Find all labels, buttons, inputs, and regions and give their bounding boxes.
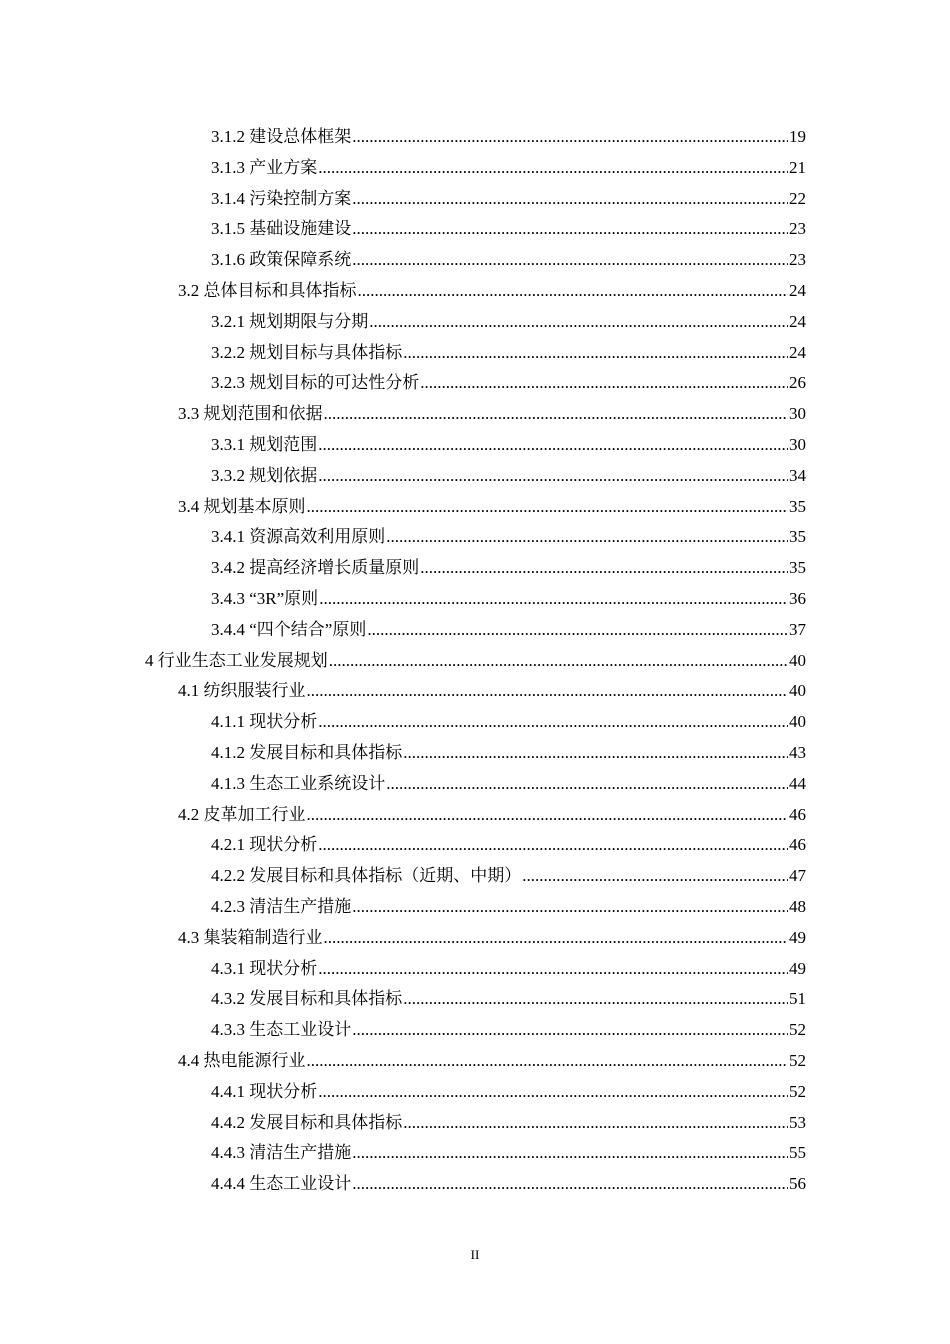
toc-entry[interactable] — [0, 430, 950, 461]
toc-entry-page: 26 — [789, 373, 806, 393]
toc-dot-leader — [318, 461, 788, 492]
toc-entry-page: 24 — [789, 342, 806, 362]
toc-entry-title: 3.4.4 “四个结合”原则 — [211, 619, 367, 639]
toc-entry-title: 4.3.2 发展目标和具体指标 — [211, 989, 403, 1009]
toc-dot-leader — [403, 1108, 788, 1139]
toc-entry-page: 37 — [789, 619, 806, 639]
toc-entry-title: 3.1.6 政策保障系统 — [211, 250, 352, 270]
toc-entry[interactable] — [0, 738, 950, 769]
toc-entry-page: 52 — [789, 1050, 806, 1070]
toc-entry-title: 3.2.2 规划目标与具体指标 — [211, 342, 403, 362]
toc-entry-page: 19 — [789, 127, 806, 146]
toc-dot-leader — [403, 984, 788, 1015]
toc-entry-title: 3.1.5 基础设施建设 — [211, 219, 352, 239]
toc-entry-page: 49 — [789, 958, 806, 978]
toc-entry[interactable] — [0, 800, 950, 831]
toc-entry-page: 40 — [789, 650, 806, 670]
toc-entry-page: 35 — [789, 527, 806, 547]
toc-dot-leader — [307, 1046, 789, 1077]
toc-dot-leader — [329, 646, 788, 677]
toc-entry-page: 53 — [789, 1112, 806, 1132]
toc-entry-page: 23 — [789, 250, 806, 270]
toc-entry[interactable] — [0, 368, 950, 399]
toc-entry-title: 3.1.4 污染控制方案 — [211, 188, 352, 208]
toc-entry[interactable] — [0, 307, 950, 338]
toc-entry[interactable] — [0, 954, 950, 985]
toc-entry-title: 4.2 皮革加工行业 — [178, 804, 306, 824]
toc-entry-title: 4.4.2 发展目标和具体指标 — [211, 1112, 403, 1132]
toc-dot-leader — [324, 399, 789, 430]
table-of-contents — [0, 122, 950, 1200]
toc-entry-title: 3.2.1 规划期限与分期 — [211, 311, 369, 331]
toc-dot-leader — [522, 861, 788, 892]
toc-entry[interactable] — [0, 923, 950, 954]
toc-entry-title: 3.1.2 建设总体框架 — [211, 127, 352, 146]
toc-entry-title: 3.4.2 提高经济增长质量原则 — [211, 558, 420, 578]
toc-entry-page: 36 — [789, 588, 806, 608]
toc-dot-leader — [369, 307, 788, 338]
toc-dot-leader — [352, 1015, 788, 1046]
toc-entry-page: 30 — [789, 404, 806, 424]
toc-entry-title: 4.2.3 清洁生产措施 — [211, 896, 352, 916]
toc-entry[interactable] — [0, 214, 950, 245]
toc-dot-leader — [352, 245, 788, 276]
toc-dot-leader — [318, 153, 788, 184]
toc-entry-page: 46 — [789, 804, 806, 824]
toc-entry-title: 4.3.3 生态工业设计 — [211, 1020, 352, 1040]
toc-entry[interactable] — [0, 646, 950, 677]
toc-entry-page: 24 — [789, 280, 806, 300]
toc-entry[interactable] — [0, 707, 950, 738]
toc-dot-leader — [352, 214, 788, 245]
toc-dot-leader — [420, 553, 788, 584]
toc-entry[interactable] — [0, 1046, 950, 1077]
toc-entry-title: 4.2.2 发展目标和具体指标（近期、中期） — [211, 866, 522, 886]
toc-entry[interactable] — [0, 399, 950, 430]
toc-dot-leader — [352, 184, 788, 215]
toc-entry-title: 3.4.3 “3R”原则 — [211, 588, 319, 608]
toc-entry[interactable] — [0, 615, 950, 646]
toc-entry-page: 23 — [789, 219, 806, 239]
toc-entry[interactable] — [0, 276, 950, 307]
toc-dot-leader — [352, 122, 788, 153]
toc-entry[interactable] — [0, 245, 950, 276]
toc-entry[interactable] — [0, 553, 950, 584]
toc-entry[interactable] — [0, 830, 950, 861]
toc-entry[interactable] — [0, 522, 950, 553]
toc-entry-page: 55 — [789, 1143, 806, 1163]
toc-entry-title: 3.4 规划基本原则 — [178, 496, 306, 516]
toc-entry-page: 22 — [789, 188, 806, 208]
toc-dot-leader — [403, 738, 788, 769]
toc-entry-title: 3.1.3 产业方案 — [211, 157, 318, 177]
toc-entry-title: 3.3.2 规划依据 — [211, 465, 318, 485]
toc-entry[interactable] — [0, 861, 950, 892]
toc-entry-page: 48 — [789, 896, 806, 916]
page-number: II — [470, 1247, 480, 1262]
toc-entry-page: 24 — [789, 311, 806, 331]
toc-entry-title: 4 行业生态工业发展规划 — [145, 650, 328, 670]
toc-entry-title: 3.3 规划范围和依据 — [178, 404, 323, 424]
toc-entry-page: 30 — [789, 434, 806, 454]
toc-entry[interactable] — [0, 153, 950, 184]
toc-entry[interactable] — [0, 1108, 950, 1139]
toc-entry-title: 4.4.3 清洁生产措施 — [211, 1143, 352, 1163]
toc-entry[interactable] — [0, 122, 950, 153]
toc-dot-leader — [386, 769, 788, 800]
toc-entry[interactable] — [0, 338, 950, 369]
toc-dot-leader — [318, 1077, 788, 1108]
toc-entry-page: 34 — [789, 465, 806, 485]
toc-dot-leader — [352, 1138, 788, 1169]
toc-dot-leader — [319, 584, 788, 615]
toc-entry[interactable] — [0, 1169, 950, 1200]
toc-entry[interactable] — [0, 584, 950, 615]
toc-dot-leader — [420, 368, 788, 399]
toc-entry-page: 46 — [789, 835, 806, 855]
toc-dot-leader — [307, 800, 789, 831]
toc-entry-page: 40 — [789, 712, 806, 732]
toc-entry[interactable] — [0, 984, 950, 1015]
toc-entry-title: 3.4.1 资源高效利用原则 — [211, 527, 386, 547]
toc-dot-leader — [307, 492, 789, 523]
toc-dot-leader — [318, 954, 788, 985]
toc-entry[interactable] — [0, 184, 950, 215]
toc-entry[interactable] — [0, 492, 950, 523]
toc-entry-title: 4.1 纺织服装行业 — [178, 681, 306, 701]
toc-entry[interactable] — [0, 1077, 950, 1108]
toc-dot-leader — [352, 892, 788, 923]
toc-entry[interactable] — [0, 1138, 950, 1169]
toc-entry-page: 43 — [789, 742, 806, 762]
toc-dot-leader — [318, 430, 788, 461]
toc-entry[interactable] — [0, 892, 950, 923]
toc-entry-title: 4.1.2 发展目标和具体指标 — [211, 742, 403, 762]
toc-entry-page: 35 — [789, 496, 806, 516]
toc-entry-title: 3.2.3 规划目标的可达性分析 — [211, 373, 420, 393]
toc-entry[interactable] — [0, 1015, 950, 1046]
toc-dot-leader — [367, 615, 788, 646]
toc-entry-page: 44 — [789, 773, 806, 793]
toc-entry-page: 52 — [789, 1020, 806, 1040]
toc-entry-title: 4.1.1 现状分析 — [211, 712, 318, 732]
toc-dot-leader — [324, 923, 789, 954]
toc-dot-leader — [307, 676, 789, 707]
toc-entry-title: 4.2.1 现状分析 — [211, 835, 318, 855]
toc-dot-leader — [358, 276, 789, 307]
toc-entry-page: 51 — [789, 989, 806, 1009]
toc-entry-title: 3.3.1 规划范围 — [211, 434, 318, 454]
toc-entry-page: 56 — [789, 1174, 806, 1194]
toc-dot-leader — [318, 707, 788, 738]
toc-entry-page: 52 — [789, 1081, 806, 1101]
toc-dot-leader — [318, 830, 788, 861]
toc-entry-page: 35 — [789, 558, 806, 578]
toc-entry-title: 4.4.1 现状分析 — [211, 1081, 318, 1101]
toc-entry-title: 4.3 集装箱制造行业 — [178, 927, 323, 947]
toc-entry-title: 4.4 热电能源行业 — [178, 1050, 306, 1070]
toc-entry-title: 3.2 总体目标和具体指标 — [178, 280, 357, 300]
toc-entry-page: 40 — [789, 681, 806, 701]
toc-dot-leader — [352, 1169, 788, 1200]
toc-entry-title: 4.1.3 生态工业系统设计 — [211, 773, 386, 793]
toc-entry[interactable] — [0, 676, 950, 707]
toc-entry[interactable] — [0, 769, 950, 800]
toc-dot-leader — [386, 522, 788, 553]
toc-entry-page: 47 — [789, 866, 806, 886]
toc-entry-page: 21 — [789, 157, 806, 177]
toc-entry-title: 4.4.4 生态工业设计 — [211, 1174, 352, 1194]
toc-entry-title: 4.3.1 现状分析 — [211, 958, 318, 978]
toc-entry-page: 49 — [789, 927, 806, 947]
toc-entry[interactable] — [0, 461, 950, 492]
toc-dot-leader — [403, 338, 788, 369]
